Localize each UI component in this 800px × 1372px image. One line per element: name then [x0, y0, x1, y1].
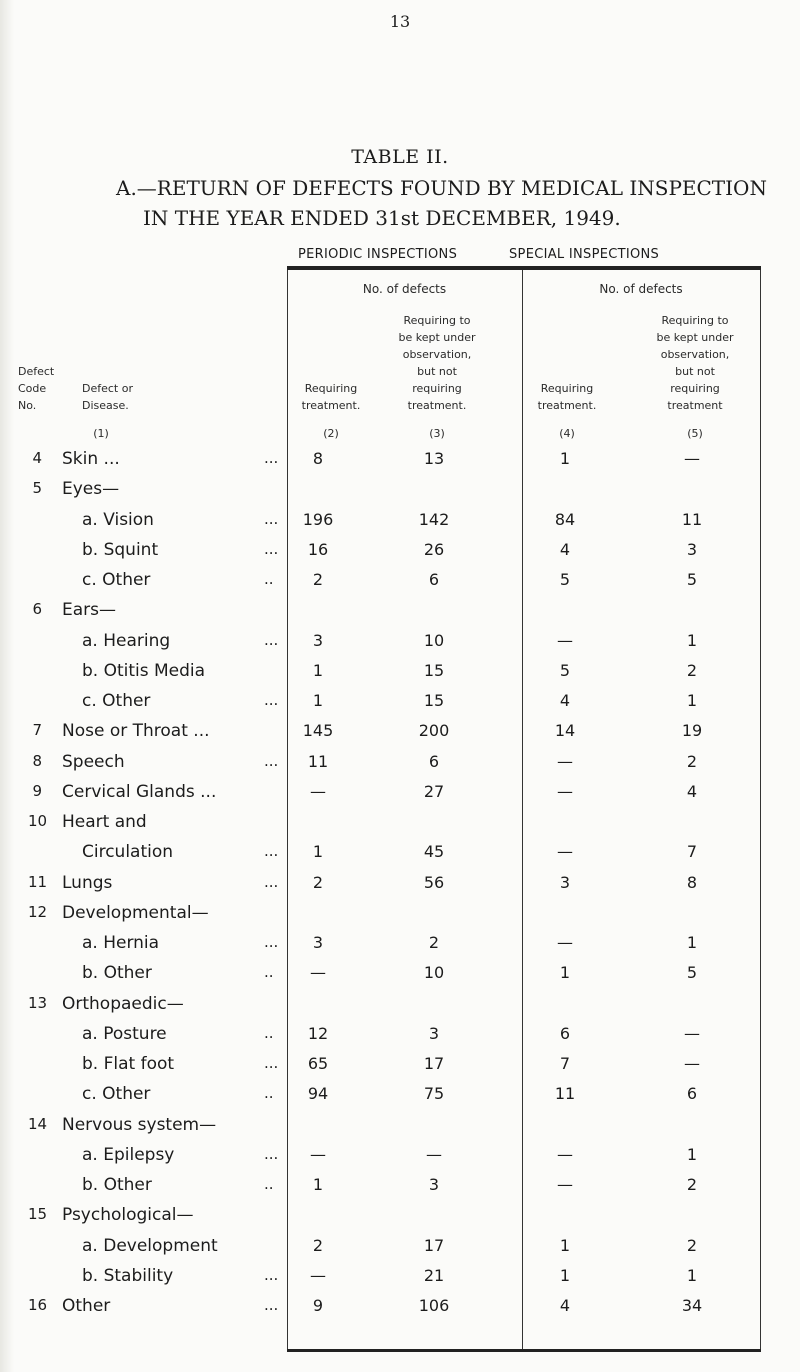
table-row: [0, 842, 800, 872]
defect-label: Speech: [62, 751, 125, 772]
cell-col5: —: [684, 449, 700, 468]
defect-label: b. Flat foot: [82, 1054, 175, 1074]
table-row: [0, 1115, 800, 1145]
defect-label: Eyes—: [62, 479, 120, 500]
cell-col5: 1: [686, 630, 698, 650]
cell-col5: 5: [686, 963, 698, 983]
table-row: [0, 479, 800, 509]
defect-label: Orthopaedic—: [62, 993, 184, 1014]
cell-col2: 1: [312, 842, 324, 862]
defect-label: a. Hernia: [82, 933, 160, 953]
table-row: [0, 1054, 800, 1084]
leader-dots: ...: [264, 539, 279, 558]
defect-label: b. Other: [82, 963, 152, 984]
defect-label: Skin ...: [62, 449, 120, 469]
cell-col4: 14: [554, 721, 576, 741]
table-row: [0, 1266, 800, 1296]
leader-dots: ..: [264, 1175, 274, 1193]
defect-code: 12: [28, 902, 48, 921]
cell-col2: 2: [312, 872, 324, 892]
cell-col4: 1: [559, 1265, 571, 1285]
table-row: [0, 570, 800, 600]
periodic-no-of-defects-header: No. of defects: [362, 282, 447, 296]
leader-dots: ...: [264, 1144, 279, 1163]
cell-col4: 4: [559, 539, 571, 559]
table-row: [0, 510, 800, 540]
leader-dots: ...: [264, 751, 279, 770]
table-row: [0, 812, 800, 842]
leader-dots: ...: [264, 509, 279, 528]
cell-col3: 21: [423, 1265, 445, 1285]
cell-col3: 15: [423, 660, 445, 680]
cell-col2: 11: [307, 751, 329, 771]
leader-dots: ...: [264, 1265, 279, 1284]
cell-col3: 3: [428, 1023, 440, 1043]
cell-col5: 34: [681, 1296, 703, 1315]
cell-col2: 2: [312, 1235, 324, 1255]
cell-col4: —: [557, 630, 573, 650]
defect-code: 5: [32, 479, 42, 498]
cell-col4: 4: [559, 691, 571, 710]
cell-col4: 4: [559, 1296, 571, 1315]
cell-col2: —: [310, 781, 326, 801]
cell-col2: —: [310, 1265, 326, 1285]
cell-col2: 9: [312, 1296, 324, 1315]
cell-col2: 8: [312, 449, 324, 468]
cell-col5: 3: [686, 539, 698, 559]
leader-dots: ...: [264, 872, 279, 891]
cell-col5: 2: [686, 1235, 698, 1255]
defect-label: Nervous system—: [62, 1114, 217, 1135]
cell-col3: 56: [423, 872, 445, 892]
cell-col5: 2: [686, 751, 698, 771]
defect-code: 15: [28, 1205, 48, 1224]
cell-col2: —: [310, 1144, 326, 1164]
leader-dots: ...: [264, 630, 279, 649]
defect-code: 8: [32, 751, 42, 770]
table-row: [0, 1236, 800, 1266]
defect-label: a. Development: [82, 1235, 218, 1256]
defect-label: a. Hearing: [82, 630, 171, 651]
cell-col3: 3: [428, 1175, 440, 1194]
cell-col3: 6: [428, 570, 440, 589]
cell-col3: 106: [418, 1296, 450, 1315]
leader-dots: ...: [264, 842, 279, 861]
defect-label: b. Other: [82, 1175, 152, 1195]
defect-code-header: Defect Code No.: [18, 365, 55, 412]
cell-col2: 65: [307, 1054, 329, 1073]
cell-col5: 4: [686, 781, 698, 801]
defect-label: Lungs: [62, 872, 113, 893]
cell-col4: —: [557, 1175, 573, 1194]
table-row: [0, 600, 800, 630]
cell-col2: —: [310, 963, 326, 983]
cell-col3: 2: [428, 933, 440, 952]
defect-label: Developmental—: [62, 902, 209, 923]
defect-label: Nose or Throat ...: [62, 721, 210, 742]
cell-col4: 7: [559, 1054, 571, 1073]
col2-header: Requiring treatment.: [301, 382, 361, 412]
cell-col3: 6: [428, 751, 440, 771]
leader-dots: ..: [264, 1023, 274, 1042]
special-inspections-heading: SPECIAL INSPECTIONS: [509, 247, 660, 262]
col3-number: (3): [429, 427, 445, 440]
cell-col5: 5: [686, 570, 698, 589]
cell-col4: 1: [559, 449, 571, 468]
defect-label: c. Other: [82, 570, 151, 590]
cell-col2: 94: [307, 1084, 329, 1104]
leader-dots: ...: [264, 691, 279, 709]
table-row: [0, 1175, 800, 1205]
cell-col5: 11: [681, 509, 703, 529]
cell-col5: 8: [686, 872, 698, 892]
defect-label: c. Other: [82, 691, 151, 711]
defect-code: 4: [32, 449, 42, 467]
table-row: [0, 782, 800, 812]
table-row: [0, 1145, 800, 1175]
defect-or-disease-header: Defect or Disease.: [82, 382, 133, 412]
cell-col3: 10: [423, 963, 445, 983]
defect-label: Ears—: [62, 600, 117, 621]
col2-number: (2): [323, 427, 339, 440]
defect-code: 14: [28, 1114, 48, 1133]
table-row: [0, 691, 800, 721]
special-no-of-defects-header: No. of defects: [599, 282, 683, 296]
cell-col4: 6: [559, 1023, 571, 1043]
col4-header: Requiring treatment.: [537, 382, 597, 412]
table-row: [0, 933, 800, 963]
col3-header: Requiring to be kept under observation, but not requiring treatment.: [398, 314, 476, 412]
cell-col4: 5: [559, 660, 571, 680]
defect-label: Heart and: [62, 812, 147, 832]
cell-col4: 11: [554, 1084, 576, 1104]
cell-col2: 3: [312, 630, 324, 650]
table-top-rule: [287, 266, 761, 270]
leader-dots: ...: [264, 1054, 279, 1072]
cell-col2: 196: [302, 509, 334, 529]
defect-label: a. Epilepsy: [82, 1144, 175, 1165]
cell-col3: 27: [423, 781, 445, 801]
table-row: [0, 540, 800, 570]
defect-label: Circulation: [82, 842, 174, 863]
cell-col5: 7: [686, 842, 698, 862]
cell-col3: 142: [418, 509, 450, 529]
col5-header: Requiring to be kept under observation, but not requiring treatment: [656, 314, 734, 412]
defect-label: Psychological—: [62, 1205, 194, 1226]
defect-code: 13: [28, 993, 48, 1012]
defect-label: b. Squint: [82, 539, 159, 560]
defect-label: a. Vision: [82, 509, 154, 530]
table-row: [0, 873, 800, 903]
table-row: [0, 1084, 800, 1114]
cell-col5: 2: [686, 1175, 698, 1194]
leader-dots: ..: [264, 1084, 274, 1103]
cell-col5: —: [684, 1054, 700, 1073]
leader-dots: ..: [264, 570, 274, 588]
defect-code: 7: [32, 721, 42, 740]
cell-col5: —: [684, 1023, 700, 1043]
cell-col4: —: [557, 781, 573, 801]
cell-col5: 1: [686, 1144, 698, 1164]
cell-col3: 15: [423, 691, 445, 710]
defect-code: 9: [32, 781, 42, 800]
cell-col3: 17: [423, 1054, 445, 1073]
cell-col2: 2: [312, 570, 324, 589]
cell-col5: 19: [681, 721, 703, 741]
defect-code: 16: [28, 1296, 48, 1314]
cell-col4: —: [557, 751, 573, 771]
defect-label: b. Stability: [82, 1265, 174, 1286]
cell-col5: 1: [686, 933, 698, 952]
page-number: 13: [389, 12, 411, 31]
leader-dots: ...: [264, 449, 279, 467]
table-row: [0, 661, 800, 691]
cell-col2: 3: [312, 933, 324, 952]
table-row: [0, 1205, 800, 1235]
defect-label: Cervical Glands ...: [62, 781, 217, 802]
cell-col2: 12: [307, 1023, 329, 1043]
cell-col4: —: [557, 933, 573, 952]
cell-col3: 200: [418, 721, 450, 741]
cell-col4: 84: [554, 509, 576, 529]
cell-col3: 75: [423, 1084, 445, 1104]
return-title-line-2: IN THE YEAR ENDED 31st DECEMBER, 1949.: [143, 206, 621, 230]
cell-col3: 17: [423, 1235, 445, 1255]
table-bottom-rule: [287, 1349, 761, 1352]
table-row: [0, 449, 800, 479]
leader-dots: ...: [264, 933, 279, 951]
cell-col3: 13: [423, 449, 445, 468]
col1-number: (1): [93, 427, 109, 440]
defect-code: 6: [32, 600, 42, 619]
col4-number: (4): [559, 427, 575, 440]
cell-col5: 1: [686, 691, 698, 710]
cell-col2: 16: [307, 539, 329, 559]
cell-col3: 45: [423, 842, 445, 862]
cell-col3: 26: [423, 539, 445, 559]
cell-col4: 1: [559, 1235, 571, 1255]
table-row: [0, 903, 800, 933]
periodic-inspections-heading: PERIODIC INSPECTIONS: [298, 247, 458, 262]
cell-col2: 1: [312, 691, 324, 710]
return-title-line-1: A.—RETURN OF DEFECTS FOUND BY MEDICAL INSPECTION: [116, 176, 767, 200]
table-row: [0, 994, 800, 1024]
table-row: [0, 1024, 800, 1054]
defect-label: b. Otitis Media: [82, 660, 206, 681]
cell-col5: 6: [686, 1084, 698, 1104]
table-row: [0, 1296, 800, 1326]
defect-label: a. Posture: [82, 1023, 167, 1044]
cell-col4: —: [557, 1144, 573, 1164]
col5-number: (5): [687, 427, 703, 440]
table-row: [0, 752, 800, 782]
leader-dots: ..: [264, 963, 274, 982]
leader-dots: ...: [264, 1296, 279, 1314]
cell-col2: 145: [302, 721, 334, 741]
cell-col2: 1: [312, 660, 324, 680]
defect-label: Other: [62, 1296, 111, 1316]
cell-col4: —: [557, 842, 573, 862]
table-title: TABLE II.: [351, 146, 449, 168]
cell-col3: —: [426, 1144, 442, 1164]
defect-code: 11: [28, 872, 48, 891]
defect-code: 10: [28, 812, 48, 830]
cell-col4: 3: [559, 872, 571, 892]
cell-col5: 1: [686, 1265, 698, 1285]
defect-label: c. Other: [82, 1084, 151, 1105]
cell-col4: 1: [559, 963, 571, 983]
table-row: [0, 963, 800, 993]
cell-col4: 5: [559, 570, 571, 589]
table-row: [0, 631, 800, 661]
cell-col3: 10: [423, 630, 445, 650]
table-row: [0, 721, 800, 751]
cell-col5: 2: [686, 660, 698, 680]
cell-col2: 1: [312, 1175, 324, 1194]
